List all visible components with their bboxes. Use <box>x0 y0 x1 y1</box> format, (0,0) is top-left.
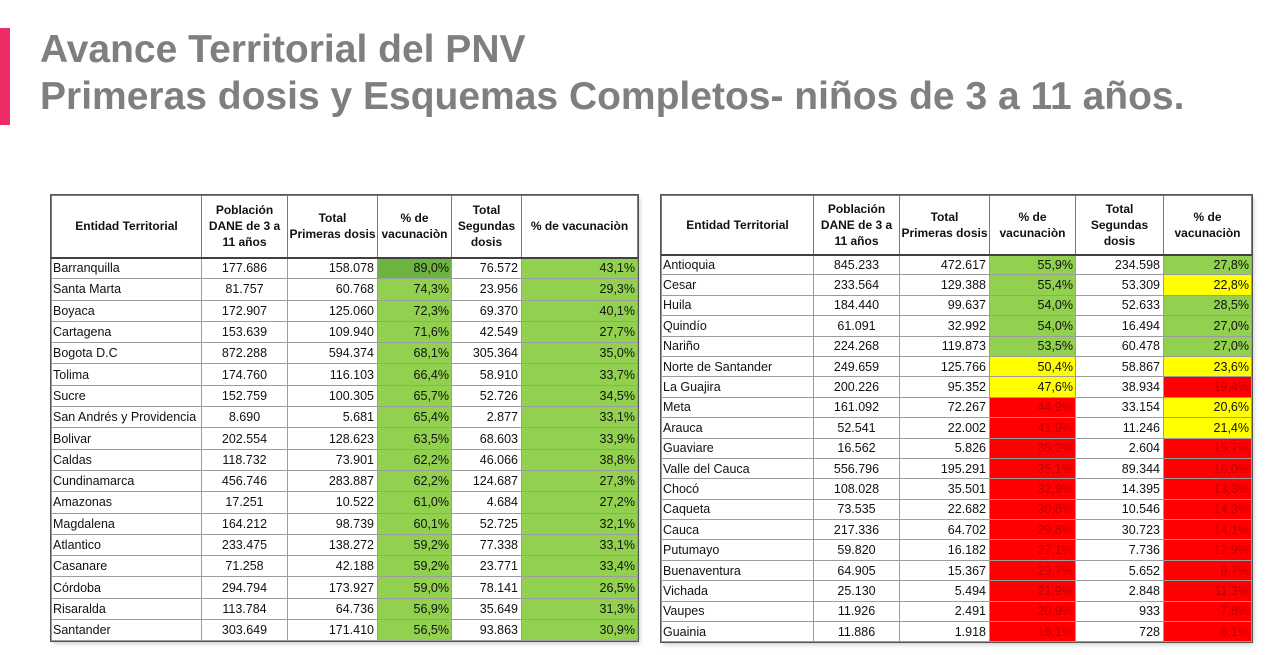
first-dose-pct-cell: 50,4% <box>990 356 1076 376</box>
first-doses-cell: 22.682 <box>900 499 990 519</box>
second-dose-pct-cell: 13,3% <box>1164 479 1252 499</box>
second-doses-cell: 52.633 <box>1076 295 1164 315</box>
first-doses-cell: 10.522 <box>288 492 378 513</box>
second-dose-pct-cell: 14,3% <box>1164 499 1252 519</box>
first-dose-pct-cell: 44,9% <box>990 397 1076 417</box>
first-doses-cell: 5.494 <box>900 581 990 601</box>
second-doses-cell: 52.725 <box>452 513 522 534</box>
entity-cell: Buenaventura <box>662 560 814 580</box>
population-cell: 224.268 <box>814 336 900 356</box>
population-cell: 177.686 <box>202 258 288 279</box>
entity-cell: Nariño <box>662 336 814 356</box>
first-dose-pct-cell: 30,8% <box>990 499 1076 519</box>
first-doses-cell: 16.182 <box>900 540 990 560</box>
first-doses-cell: 42.188 <box>288 556 378 577</box>
table-row <box>52 385 638 406</box>
table-row <box>662 560 1252 580</box>
population-cell: 8.690 <box>202 407 288 428</box>
first-dose-pct-cell: 41,9% <box>990 418 1076 438</box>
entity-cell: Guaviare <box>662 438 814 458</box>
population-cell: 25.130 <box>814 581 900 601</box>
first-doses-cell: 472.617 <box>900 255 990 275</box>
second-dose-pct-cell: 31,3% <box>522 598 638 619</box>
second-dose-pct-cell: 27,8% <box>1164 255 1252 275</box>
first-doses-cell: 5.826 <box>900 438 990 458</box>
population-cell: 174.760 <box>202 364 288 385</box>
entity-cell: Valle del Cauca <box>662 458 814 478</box>
second-doses-cell: 93.863 <box>452 620 522 641</box>
first-doses-cell: 73.901 <box>288 449 378 470</box>
second-doses-cell: 58.867 <box>1076 356 1164 376</box>
table-row <box>662 601 1252 621</box>
first-dose-pct-cell: 54,0% <box>990 295 1076 315</box>
header-entity: Entidad Territorial <box>662 196 814 255</box>
second-dose-pct-cell: 32,1% <box>522 513 638 534</box>
first-doses-cell: 125.766 <box>900 356 990 376</box>
second-dose-pct-cell: 33,4% <box>522 556 638 577</box>
table-row <box>662 520 1252 540</box>
first-dose-pct-cell: 59,0% <box>378 577 452 598</box>
first-dose-pct-cell: 62,2% <box>378 470 452 491</box>
first-doses-cell: 594.374 <box>288 343 378 364</box>
second-dose-pct-cell: 22,8% <box>1164 275 1252 295</box>
second-dose-pct-cell: 28,5% <box>1164 295 1252 315</box>
first-dose-pct-cell: 35,2% <box>990 438 1076 458</box>
entity-cell: Santa Marta <box>52 279 202 300</box>
second-dose-pct-cell: 27,2% <box>522 492 638 513</box>
header-entity: Entidad Territorial <box>52 196 202 258</box>
population-cell: 52.541 <box>814 418 900 438</box>
table-row <box>52 343 638 364</box>
table-row <box>662 316 1252 336</box>
second-dose-pct-cell: 23,6% <box>1164 356 1252 376</box>
second-doses-cell: 728 <box>1076 622 1164 642</box>
first-dose-pct-cell: 63,5% <box>378 428 452 449</box>
population-cell: 17.251 <box>202 492 288 513</box>
second-doses-cell: 78.141 <box>452 577 522 598</box>
population-cell: 64.905 <box>814 560 900 580</box>
table-row <box>662 581 1252 601</box>
entity-cell: Bogota D.C <box>52 343 202 364</box>
first-dose-pct-cell: 60,1% <box>378 513 452 534</box>
first-doses-cell: 98.739 <box>288 513 378 534</box>
header-second-doses: Total Segundas dosis <box>452 196 522 258</box>
second-dose-pct-cell: 15,7% <box>1164 438 1252 458</box>
first-dose-pct-cell: 23,7% <box>990 560 1076 580</box>
second-dose-pct-cell: 20,6% <box>1164 397 1252 417</box>
entity-cell: Putumayo <box>662 540 814 560</box>
second-dose-pct-cell: 33,9% <box>522 428 638 449</box>
first-dose-pct-cell: 56,9% <box>378 598 452 619</box>
second-doses-cell: 68.603 <box>452 428 522 449</box>
first-dose-pct-cell: 59,2% <box>378 534 452 555</box>
table-row <box>662 622 1252 642</box>
header-first-doses: Total Primeras dosis <box>288 196 378 258</box>
table-body <box>52 258 638 641</box>
entity-cell: Quindío <box>662 316 814 336</box>
table-row <box>662 255 1252 275</box>
population-cell: 71.258 <box>202 556 288 577</box>
population-cell: 249.659 <box>814 356 900 376</box>
table-row <box>52 428 638 449</box>
first-dose-pct-cell: 32,9% <box>990 479 1076 499</box>
second-dose-pct-cell: 14,1% <box>1164 520 1252 540</box>
title-line-1: Avance Territorial del PNV <box>40 28 526 71</box>
second-doses-cell: 10.546 <box>1076 499 1164 519</box>
first-doses-cell: 129.388 <box>900 275 990 295</box>
entity-cell: Risaralda <box>52 598 202 619</box>
entity-cell: Boyaca <box>52 300 202 321</box>
header-row <box>52 196 638 258</box>
table-row <box>662 458 1252 478</box>
second-dose-pct-cell: 34,5% <box>522 385 638 406</box>
population-cell: 61.091 <box>814 316 900 336</box>
first-dose-pct-cell: 35,1% <box>990 458 1076 478</box>
entity-cell: La Guajira <box>662 377 814 397</box>
population-cell: 161.092 <box>814 397 900 417</box>
second-dose-pct-cell: 43,1% <box>522 258 638 279</box>
first-dose-pct-cell: 27,1% <box>990 540 1076 560</box>
second-doses-cell: 4.684 <box>452 492 522 513</box>
second-dose-pct-cell: 16,0% <box>1164 458 1252 478</box>
first-doses-cell: 60.768 <box>288 279 378 300</box>
header-first-dose-pct: % de vacunaciòn <box>990 196 1076 255</box>
population-cell: 113.784 <box>202 598 288 619</box>
second-doses-cell: 5.652 <box>1076 560 1164 580</box>
first-doses-cell: 138.272 <box>288 534 378 555</box>
table-row <box>662 275 1252 295</box>
table-row <box>52 449 638 470</box>
first-doses-cell: 195.291 <box>900 458 990 478</box>
second-dose-pct-cell: 27,0% <box>1164 336 1252 356</box>
entity-cell: Casanare <box>52 556 202 577</box>
population-cell: 172.907 <box>202 300 288 321</box>
second-doses-cell: 16.494 <box>1076 316 1164 336</box>
first-dose-pct-cell: 29,8% <box>990 520 1076 540</box>
second-doses-cell: 7.736 <box>1076 540 1164 560</box>
second-doses-cell: 76.572 <box>452 258 522 279</box>
second-dose-pct-cell: 6,1% <box>1164 622 1252 642</box>
first-dose-pct-cell: 71,6% <box>378 321 452 342</box>
first-dose-pct-cell: 74,3% <box>378 279 452 300</box>
first-doses-cell: 283.887 <box>288 470 378 491</box>
first-dose-pct-cell: 55,4% <box>990 275 1076 295</box>
table-row <box>662 418 1252 438</box>
entity-cell: Barranquilla <box>52 258 202 279</box>
population-cell: 164.212 <box>202 513 288 534</box>
entity-cell: Arauca <box>662 418 814 438</box>
first-doses-cell: 22.002 <box>900 418 990 438</box>
table-row <box>662 336 1252 356</box>
first-doses-cell: 158.078 <box>288 258 378 279</box>
second-dose-pct-cell: 26,5% <box>522 577 638 598</box>
table-row <box>662 397 1252 417</box>
second-dose-pct-cell: 11,3% <box>1164 581 1252 601</box>
first-doses-cell: 64.702 <box>900 520 990 540</box>
first-doses-cell: 2.491 <box>900 601 990 621</box>
header-population: Población DANE de 3 a 11 años <box>814 196 900 255</box>
title-line-2: Primeras dosis y Esquemas Completos- niños de 3 a 11 años. <box>40 75 1185 118</box>
second-doses-cell: 2.848 <box>1076 581 1164 601</box>
first-doses-cell: 128.623 <box>288 428 378 449</box>
second-doses-cell: 46.066 <box>452 449 522 470</box>
second-dose-pct-cell: 40,1% <box>522 300 638 321</box>
population-cell: 872.288 <box>202 343 288 364</box>
first-doses-cell: 116.103 <box>288 364 378 385</box>
entity-cell: Magdalena <box>52 513 202 534</box>
table-row <box>52 258 638 279</box>
second-dose-pct-cell: 7,8% <box>1164 601 1252 621</box>
second-dose-pct-cell: 29,3% <box>522 279 638 300</box>
second-doses-cell: 52.726 <box>452 385 522 406</box>
population-cell: 233.475 <box>202 534 288 555</box>
second-dose-pct-cell: 27,0% <box>1164 316 1252 336</box>
table-row <box>52 556 638 577</box>
second-dose-pct-cell: 33,1% <box>522 534 638 555</box>
first-doses-cell: 5.681 <box>288 407 378 428</box>
second-dose-pct-cell: 8,7% <box>1164 560 1252 580</box>
first-dose-pct-cell: 61,0% <box>378 492 452 513</box>
population-cell: 200.226 <box>814 377 900 397</box>
first-dose-pct-cell: 53,5% <box>990 336 1076 356</box>
table-row <box>52 492 638 513</box>
first-dose-pct-cell: 72,3% <box>378 300 452 321</box>
population-cell: 233.564 <box>814 275 900 295</box>
first-doses-cell: 109.940 <box>288 321 378 342</box>
entity-cell: Cauca <box>662 520 814 540</box>
entity-cell: Guainia <box>662 622 814 642</box>
second-doses-cell: 53.309 <box>1076 275 1164 295</box>
header-first-doses: Total Primeras dosis <box>900 196 990 255</box>
first-dose-pct-cell: 16,1% <box>990 622 1076 642</box>
first-doses-cell: 72.267 <box>900 397 990 417</box>
entity-cell: Cesar <box>662 275 814 295</box>
header-second-dose-pct: % de vacunaciòn <box>1164 196 1252 255</box>
left-vaccination-table <box>51 195 638 641</box>
first-dose-pct-cell: 56,5% <box>378 620 452 641</box>
first-dose-pct-cell: 65,7% <box>378 385 452 406</box>
table-row <box>52 279 638 300</box>
table-row <box>52 300 638 321</box>
first-dose-pct-cell: 47,6% <box>990 377 1076 397</box>
first-dose-pct-cell: 62,2% <box>378 449 452 470</box>
entity-cell: Antioquia <box>662 255 814 275</box>
second-dose-pct-cell: 35,0% <box>522 343 638 364</box>
first-dose-pct-cell: 59,2% <box>378 556 452 577</box>
second-doses-cell: 23.771 <box>452 556 522 577</box>
first-doses-cell: 125.060 <box>288 300 378 321</box>
second-dose-pct-cell: 33,1% <box>522 407 638 428</box>
table-row <box>662 438 1252 458</box>
population-cell: 184.440 <box>814 295 900 315</box>
entity-cell: Cartagena <box>52 321 202 342</box>
header-first-dose-pct: % de vacunaciòn <box>378 196 452 258</box>
population-cell: 202.554 <box>202 428 288 449</box>
second-doses-cell: 23.956 <box>452 279 522 300</box>
second-doses-cell: 124.687 <box>452 470 522 491</box>
table-body <box>662 255 1252 642</box>
population-cell: 108.028 <box>814 479 900 499</box>
first-dose-pct-cell: 54,0% <box>990 316 1076 336</box>
population-cell: 294.794 <box>202 577 288 598</box>
second-doses-cell: 11.246 <box>1076 418 1164 438</box>
population-cell: 153.639 <box>202 321 288 342</box>
second-doses-cell: 89.344 <box>1076 458 1164 478</box>
accent-bar <box>0 28 10 125</box>
entity-cell: Amazonas <box>52 492 202 513</box>
second-dose-pct-cell: 33,7% <box>522 364 638 385</box>
entity-cell: Bolivar <box>52 428 202 449</box>
table-row <box>52 407 638 428</box>
entity-cell: Cundinamarca <box>52 470 202 491</box>
table-row <box>662 377 1252 397</box>
header-second-dose-pct: % de vacunaciòn <box>522 196 638 258</box>
entity-cell: Norte de Santander <box>662 356 814 376</box>
second-doses-cell: 69.370 <box>452 300 522 321</box>
header-population: Población DANE de 3 a 11 años <box>202 196 288 258</box>
first-doses-cell: 95.352 <box>900 377 990 397</box>
population-cell: 456.746 <box>202 470 288 491</box>
population-cell: 303.649 <box>202 620 288 641</box>
first-doses-cell: 32.992 <box>900 316 990 336</box>
second-dose-pct-cell: 38,8% <box>522 449 638 470</box>
second-doses-cell: 305.364 <box>452 343 522 364</box>
first-dose-pct-cell: 68,1% <box>378 343 452 364</box>
second-doses-cell: 2.604 <box>1076 438 1164 458</box>
first-dose-pct-cell: 21,9% <box>990 581 1076 601</box>
right-vaccination-table <box>661 195 1252 642</box>
second-dose-pct-cell: 30,9% <box>522 620 638 641</box>
second-doses-cell: 58.910 <box>452 364 522 385</box>
second-doses-cell: 33.154 <box>1076 397 1164 417</box>
slide-title <box>40 26 1184 120</box>
second-doses-cell: 14.395 <box>1076 479 1164 499</box>
second-dose-pct-cell: 12,9% <box>1164 540 1252 560</box>
table-row <box>52 577 638 598</box>
first-dose-pct-cell: 66,4% <box>378 364 452 385</box>
table-row <box>662 479 1252 499</box>
entity-cell: Tolima <box>52 364 202 385</box>
entity-cell: Caldas <box>52 449 202 470</box>
table-row <box>662 356 1252 376</box>
population-cell: 59.820 <box>814 540 900 560</box>
entity-cell: Córdoba <box>52 577 202 598</box>
second-doses-cell: 35.649 <box>452 598 522 619</box>
entity-cell: Chocó <box>662 479 814 499</box>
table-row <box>52 598 638 619</box>
table-row <box>662 295 1252 315</box>
second-doses-cell: 234.598 <box>1076 255 1164 275</box>
table-row <box>52 534 638 555</box>
second-doses-cell: 38.934 <box>1076 377 1164 397</box>
table-row <box>52 470 638 491</box>
second-dose-pct-cell: 27,3% <box>522 470 638 491</box>
header-second-doses: Total Segundas dosis <box>1076 196 1164 255</box>
first-doses-cell: 1.918 <box>900 622 990 642</box>
population-cell: 217.336 <box>814 520 900 540</box>
population-cell: 11.926 <box>814 601 900 621</box>
entity-cell: Atlantico <box>52 534 202 555</box>
entity-cell: Meta <box>662 397 814 417</box>
population-cell: 11.886 <box>814 622 900 642</box>
second-doses-cell: 77.338 <box>452 534 522 555</box>
population-cell: 16.562 <box>814 438 900 458</box>
first-dose-pct-cell: 20,9% <box>990 601 1076 621</box>
population-cell: 81.757 <box>202 279 288 300</box>
table-row <box>52 364 638 385</box>
second-dose-pct-cell: 19,4% <box>1164 377 1252 397</box>
second-doses-cell: 933 <box>1076 601 1164 621</box>
entity-cell: Santander <box>52 620 202 641</box>
first-doses-cell: 171.410 <box>288 620 378 641</box>
first-doses-cell: 173.927 <box>288 577 378 598</box>
table-row <box>52 620 638 641</box>
second-doses-cell: 30.723 <box>1076 520 1164 540</box>
population-cell: 118.732 <box>202 449 288 470</box>
table-row <box>52 513 638 534</box>
population-cell: 845.233 <box>814 255 900 275</box>
table-row <box>662 540 1252 560</box>
second-dose-pct-cell: 27,7% <box>522 321 638 342</box>
second-doses-cell: 2.877 <box>452 407 522 428</box>
first-doses-cell: 64.736 <box>288 598 378 619</box>
second-doses-cell: 60.478 <box>1076 336 1164 356</box>
population-cell: 152.759 <box>202 385 288 406</box>
first-doses-cell: 15.367 <box>900 560 990 580</box>
entity-cell: Huila <box>662 295 814 315</box>
first-doses-cell: 35.501 <box>900 479 990 499</box>
second-dose-pct-cell: 21,4% <box>1164 418 1252 438</box>
entity-cell: Vichada <box>662 581 814 601</box>
entity-cell: Vaupes <box>662 601 814 621</box>
population-cell: 556.796 <box>814 458 900 478</box>
entity-cell: Caqueta <box>662 499 814 519</box>
first-doses-cell: 100.305 <box>288 385 378 406</box>
table-row <box>662 499 1252 519</box>
entity-cell: Sucre <box>52 385 202 406</box>
first-dose-pct-cell: 55,9% <box>990 255 1076 275</box>
first-doses-cell: 99.637 <box>900 295 990 315</box>
second-doses-cell: 42.549 <box>452 321 522 342</box>
first-dose-pct-cell: 89,0% <box>378 258 452 279</box>
population-cell: 73.535 <box>814 499 900 519</box>
first-doses-cell: 119.873 <box>900 336 990 356</box>
first-dose-pct-cell: 65,4% <box>378 407 452 428</box>
header-row <box>662 196 1252 255</box>
entity-cell: San Andrés y Providencia <box>52 407 202 428</box>
table-row <box>52 321 638 342</box>
